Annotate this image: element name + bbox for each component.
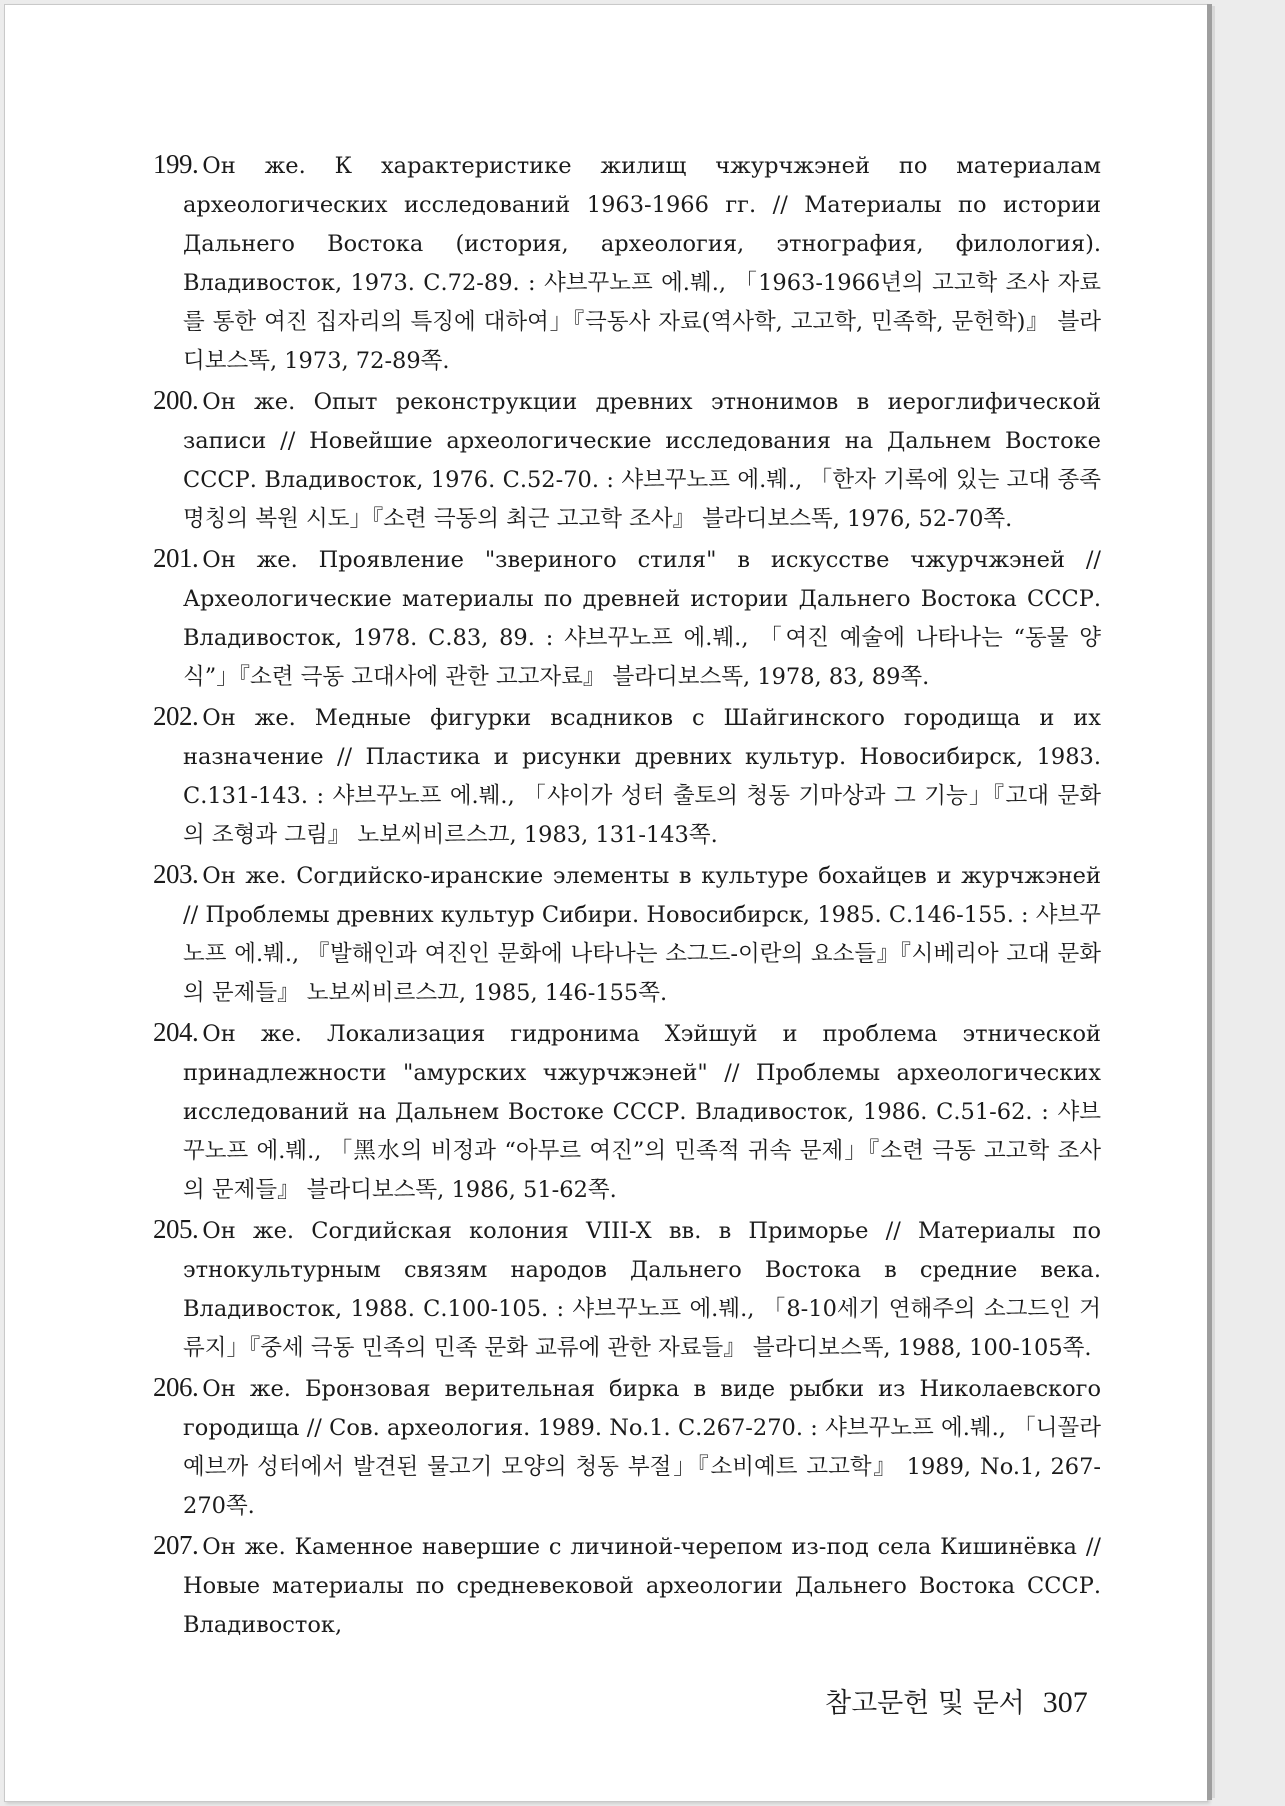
reference-number: 201. bbox=[153, 543, 199, 573]
reference-number: 206. bbox=[153, 1372, 199, 1402]
page-edge-shadow bbox=[1212, 6, 1215, 1798]
reference-text: Он же. К характеристике жилищ чжурчжэней по материалам археологических исследований 1963-1966 гг. // Материалы по истории Дальнего Востока (история, археология, этнография, филология). Владивосток, 1973. С.72-89. : 샤브꾸노프 에.붸., 「1963-1966년의 고고학 조사 자료를 통한 여진 집자리의 특징에 대하여」『극동사 자료(역사학, 고고학, 민족학, 문헌학)』 블라디보스똑, 1973, 72-89쪽. bbox=[183, 153, 1101, 374]
page-number: 307 bbox=[1042, 1686, 1088, 1719]
reference-text: Он же. Медные фигурки всадников с Шайгинского городища и их назначение // Пластика и рисунки древних культур. Новосибирск, 1983. С.131-143. : 샤브꾸노프 에.붸., 「샤이가 성터 출토의 청동 기마상과 그 기능」『고대 문화의 조형과 그림』 노보씨비르스끄, 1983, 131-143쪽. bbox=[183, 705, 1101, 848]
reference-entry bbox=[153, 381, 1101, 539]
reference-entry bbox=[153, 1013, 1101, 1210]
reference-entry bbox=[153, 855, 1101, 1013]
reference-number: 207. bbox=[153, 1530, 199, 1560]
reference-number: 200. bbox=[153, 385, 199, 415]
reference-text: Он же. Согдийско-иранские элементы в культуре бохайцев и журчжэней // Проблемы древних культур Сибири. Новосибирск, 1985. С.146-155. : 샤브꾸노프 에.붸., 『발해인과 여진인 문화에 나타나는 소그드-이란의 요소들』『시베리아 고대 문화의 문제들』 노보씨비르스끄, 1985, 146-155쪽. bbox=[183, 863, 1101, 1006]
reference-entry bbox=[153, 697, 1101, 855]
reference-number: 202. bbox=[153, 701, 199, 731]
reference-text: Он же. Опыт реконструкции древних этнонимов в иероглифической записи // Новейшие археологические исследования на Дальнем Востоке СССР. Владивосток, 1976. С.52-70. : 샤브꾸노프 에.붸., 「한자 기록에 있는 고대 종족 명칭의 복원 시도」『소련 극동의 최근 고고학 조사』 블라디보스똑, 1976, 52-70쪽. bbox=[183, 389, 1101, 532]
reference-text: Он же. Согдийская колония VIII-X вв. в Приморье // Материалы по этнокультурным связям народов Дальнего Востока в средние века. Владивосток, 1988. С.100-105. : 샤브꾸노프 에.붸., 「8-10세기 연해주의 소그드인 거류지」『중세 극동 민족의 민족 문화 교류에 관한 자료들』 블라디보스똑, 1988, 100-105쪽. bbox=[183, 1218, 1101, 1361]
reference-number: 204. bbox=[153, 1017, 199, 1047]
reference-entry bbox=[153, 539, 1101, 697]
reference-list bbox=[153, 145, 1101, 1645]
reference-text: Он же. Бронзовая верительная бирка в виде рыбки из Николаевского городища // Сов. археология. 1989. No.1. С.267-270. : 샤브꾸노프 에.붸., 「니꼴라예브까 성터에서 발견된 물고기 모양의 청동 부절」『소비예트 고고학』 1989, No.1, 267-270쪽. bbox=[183, 1376, 1101, 1519]
reference-number: 205. bbox=[153, 1214, 199, 1244]
reference-entry bbox=[153, 1368, 1101, 1526]
book-page bbox=[4, 4, 1208, 1802]
reference-number: 203. bbox=[153, 859, 199, 889]
reference-number: 199. bbox=[153, 149, 199, 179]
reference-entry bbox=[153, 145, 1101, 381]
page-footer bbox=[825, 1681, 1088, 1720]
reference-entry bbox=[153, 1526, 1101, 1645]
reference-text: Он же. Проявление "звериного стиля" в искусстве чжурчжэней // Археологические материалы по древней истории Дальнего Востока СССР. Владивосток, 1978. С.83, 89. : 샤브꾸노프 에.붸., 「여진 예술에 나타나는 “동물 양식”」『소련 극동 고대사에 관한 고고자료』 블라디보스똑, 1978, 83, 89쪽. bbox=[183, 547, 1101, 690]
section-title: 참고문헌 및 문서 bbox=[825, 1688, 1025, 1719]
reference-text: Он же. Локализация гидронима Хэйшуй и проблема этнической принадлежности "амурских чжурчжэней" // Проблемы археологических исследований на Дальнем Востоке СССР. Владивосток, 1986. С.51-62. : 샤브꾸노프 에.붸., 「黑水의 비정과 “아무르 여진”의 민족적 귀속 문제」『소련 극동 고고학 조사의 문제들』 블라디보스똑, 1986, 51-62쪽. bbox=[183, 1021, 1101, 1203]
reference-entry bbox=[153, 1210, 1101, 1368]
reference-text: Он же. Каменное навершие с личиной-черепом из-под села Кишинёвка // Новые материалы по средневековой археологии Дальнего Востока СССР. Владивосток, bbox=[183, 1534, 1101, 1638]
